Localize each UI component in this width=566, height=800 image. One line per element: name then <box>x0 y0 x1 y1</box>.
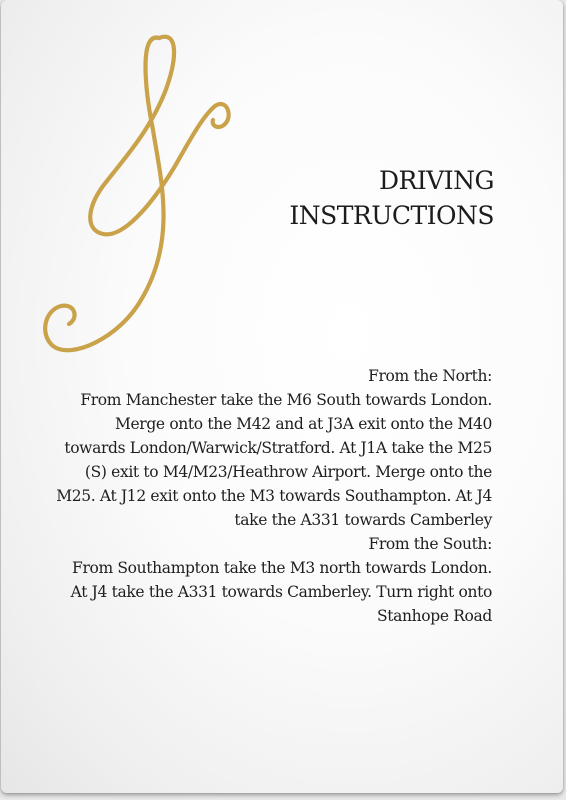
north-heading: From the North: <box>368 367 492 385</box>
south-line: From Southampton take the M3 north towards London. <box>72 559 492 577</box>
north-line: Merge onto the M42 and at J3A exit onto the M40 <box>114 415 492 433</box>
title-line-instructions: INSTRUCTIONS <box>289 201 494 230</box>
page-title <box>289 163 494 233</box>
north-line: From Manchester take the M6 South towards London. <box>80 391 492 409</box>
title-line-driving: DRIVING <box>378 166 494 195</box>
north-line: take the A331 towards Camberley <box>234 511 492 529</box>
south-line: Stanhope Road <box>376 607 492 625</box>
ampersand-flourish-icon <box>31 20 241 370</box>
directions-text <box>12 364 492 628</box>
south-line: At J4 take the A331 towards Camberley. Turn right onto <box>70 583 492 601</box>
north-line: (S) exit to M4/M23/Heathrow Airport. Merge onto the <box>84 463 492 481</box>
south-heading: From the South: <box>368 535 492 553</box>
north-line: towards London/Warwick/Stratford. At J1A take the M25 <box>64 439 492 457</box>
north-line: M25. At J12 exit onto the M3 towards Southampton. At J4 <box>56 487 492 505</box>
invitation-card <box>1 0 563 793</box>
